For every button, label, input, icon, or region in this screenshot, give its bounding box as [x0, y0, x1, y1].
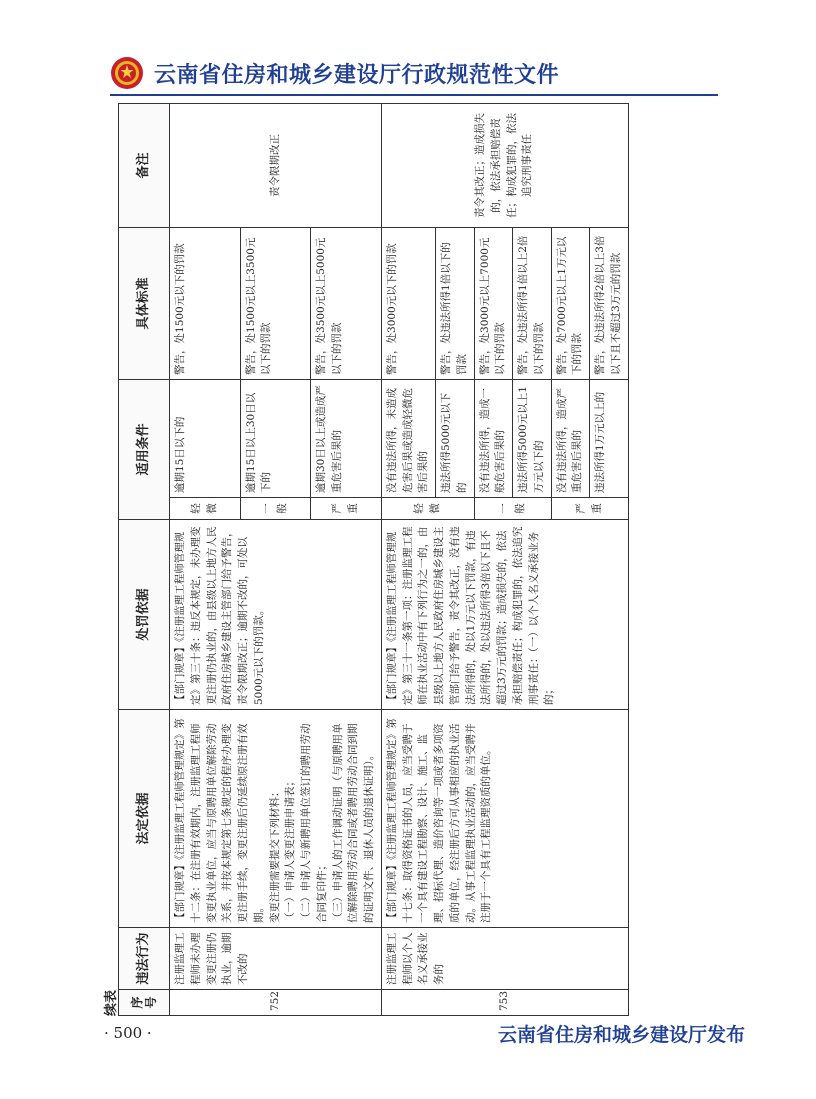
penalty-standard-table	[118, 103, 629, 1016]
condition-cell: 没有违法所得，造成一般危害后果的	[474, 379, 513, 497]
row-legal-basis	[170, 710, 382, 928]
standard-cell: 警告，处3000元以下的罚款	[381, 227, 435, 379]
level-label: 严重	[311, 498, 382, 520]
continued-label: 续表	[104, 989, 119, 1016]
col-header-no: 序号	[119, 990, 170, 1016]
col-header-conditions: 适用条件	[119, 379, 170, 519]
row-penalty-basis: 【部门规章】《注册监理工程师管理规定》第三十条：违反本规定，未办理变更注册仍执业的，由县级以上地方人民政府住房城乡建设主管部门给予警告，责令限期改正；逾期不改的，可处以5000元以下的罚款。	[170, 520, 382, 710]
legal-basis-paragraph: 【部门规章】《注册监理工程师管理规定》第十七条：取得资格证书的人员，应当受聘于一个具有建设工程勘察、设计、施工、监理、招标代理、造价咨询等一项或者多项资质的单位，经注册后方可从事相应的执业活动。从事工程监理执业活动的，应当受聘并注册于一个具有工程监理资质的单位。	[385, 718, 493, 923]
level-label: 轻微	[381, 498, 474, 520]
header-divider	[110, 94, 718, 96]
page-header	[110, 56, 730, 96]
table-row	[381, 103, 435, 1015]
condition-cell: 逾期30日以上或造成严重危害后果的	[311, 379, 382, 497]
row-legal-basis	[381, 710, 628, 928]
condition-cell: 逾期15日以上30日以下的	[240, 379, 311, 497]
row-violation: 注册监理工程师未办理变更注册仍执业，逾期不改的	[170, 928, 382, 990]
condition-cell: 违法所得1万元以上的	[590, 379, 629, 497]
condition-cell: 逾期15日以下的	[170, 379, 241, 497]
standard-cell: 警告，处3500元以上5000元以下的罚款	[311, 227, 382, 379]
national-emblem-icon	[110, 56, 144, 90]
col-header-penalty-basis: 处罚依据	[119, 520, 170, 710]
page-number: · 500 ·	[104, 1024, 152, 1042]
level-label: 一般	[240, 498, 311, 520]
row-no: 752	[170, 990, 382, 1016]
col-header-legal-basis: 法定依据	[119, 710, 170, 928]
row-violation: 注册监理工程师以个人名义承接业务的	[381, 928, 628, 990]
condition-cell: 违法所得5000元以下的	[436, 379, 475, 497]
col-header-standard: 具体标准	[119, 227, 170, 379]
legal-basis-paragraph: （三）申请人的工作调动证明（与原聘用单位解除聘用劳动合同或者聘用劳动合同到期的证明文件、退休人员的退休证明）。	[331, 723, 375, 923]
legal-basis-paragraph: 变更注册需要提交下列材料：	[268, 786, 281, 923]
standard-cell: 警告，处1500元以上3500元以下的罚款	[240, 227, 311, 379]
condition-cell: 没有违法所得，未造成危害后果或造成轻微危害后果的	[381, 379, 435, 497]
col-header-violation: 违法行为	[119, 928, 170, 990]
publisher-label: 云南省住房和城乡建设厅发布	[498, 1024, 746, 1046]
row-remarks: 责令限期改正	[170, 103, 382, 227]
standard-cell: 警告，处违法所得1倍以上2倍以下的罚款	[513, 227, 552, 379]
header-title: 云南省住房和城乡建设厅行政规范性文件	[154, 63, 560, 88]
legal-basis-paragraph: （二）申请人与新聘用单位签订的聘用劳动合同复印件；	[300, 723, 328, 923]
col-header-remarks: 备注	[119, 103, 170, 227]
table-header-row	[119, 103, 170, 1015]
standard-cell: 警告，处违法所得2倍以上3倍以下且不超过3万元的罚款	[590, 227, 629, 379]
standard-cell: 警告，处违法所得1倍以下的罚款	[436, 227, 475, 379]
condition-cell: 没有违法所得，造成严重危害后果的	[551, 379, 590, 497]
standard-cell: 警告，处3000元以上7000元以下的罚款	[474, 227, 513, 379]
row-penalty-basis: 【部门规章】《注册监理工程师管理规定》第三十一条第一项：注册监理工程师在执业活动中有下列行为之一的，由县级以上地方人民政府住房城乡建设主管部门给予警告，责令其改正，没有违法所得的，处以1万元以下罚款，有违法所得的，处以违法所得3倍以下且不超过3万元的罚款；造成损失的，依法承担赔偿责任；构成犯罪的，依法追究刑事责任：（一）以个人名义承接业务的；	[381, 520, 628, 710]
standard-cell: 警告，处1500元以下的罚款	[170, 227, 241, 379]
row-remarks: 责令其改正；造成损失的，依法承担赔偿责任；构成犯罪的，依法追究刑事责任	[381, 103, 628, 227]
legal-basis-paragraph: （一）申请人变更注册申请表；	[284, 776, 297, 923]
level-label: 一般	[474, 498, 551, 520]
level-label: 轻微	[170, 498, 241, 520]
standard-cell: 警告，处7000元以上1万元以下的罚款	[551, 227, 590, 379]
level-label: 严重	[551, 498, 628, 520]
rotated-table-area	[100, 104, 718, 1016]
table-row	[170, 103, 241, 1015]
legal-basis-paragraph: 【部门规章】《注册监理工程师管理规定》第十二条：在注册有效期内，注册监理工程师变更执业单位，应当与原聘用单位解除劳动关系，并按本规定第七条规定的程序办理变更注册手续，变更注册后仍延续原注册有效期。	[174, 718, 265, 923]
row-no: 753	[381, 990, 628, 1016]
condition-cell: 违法所得5000元以上1万元以下的	[513, 379, 552, 497]
